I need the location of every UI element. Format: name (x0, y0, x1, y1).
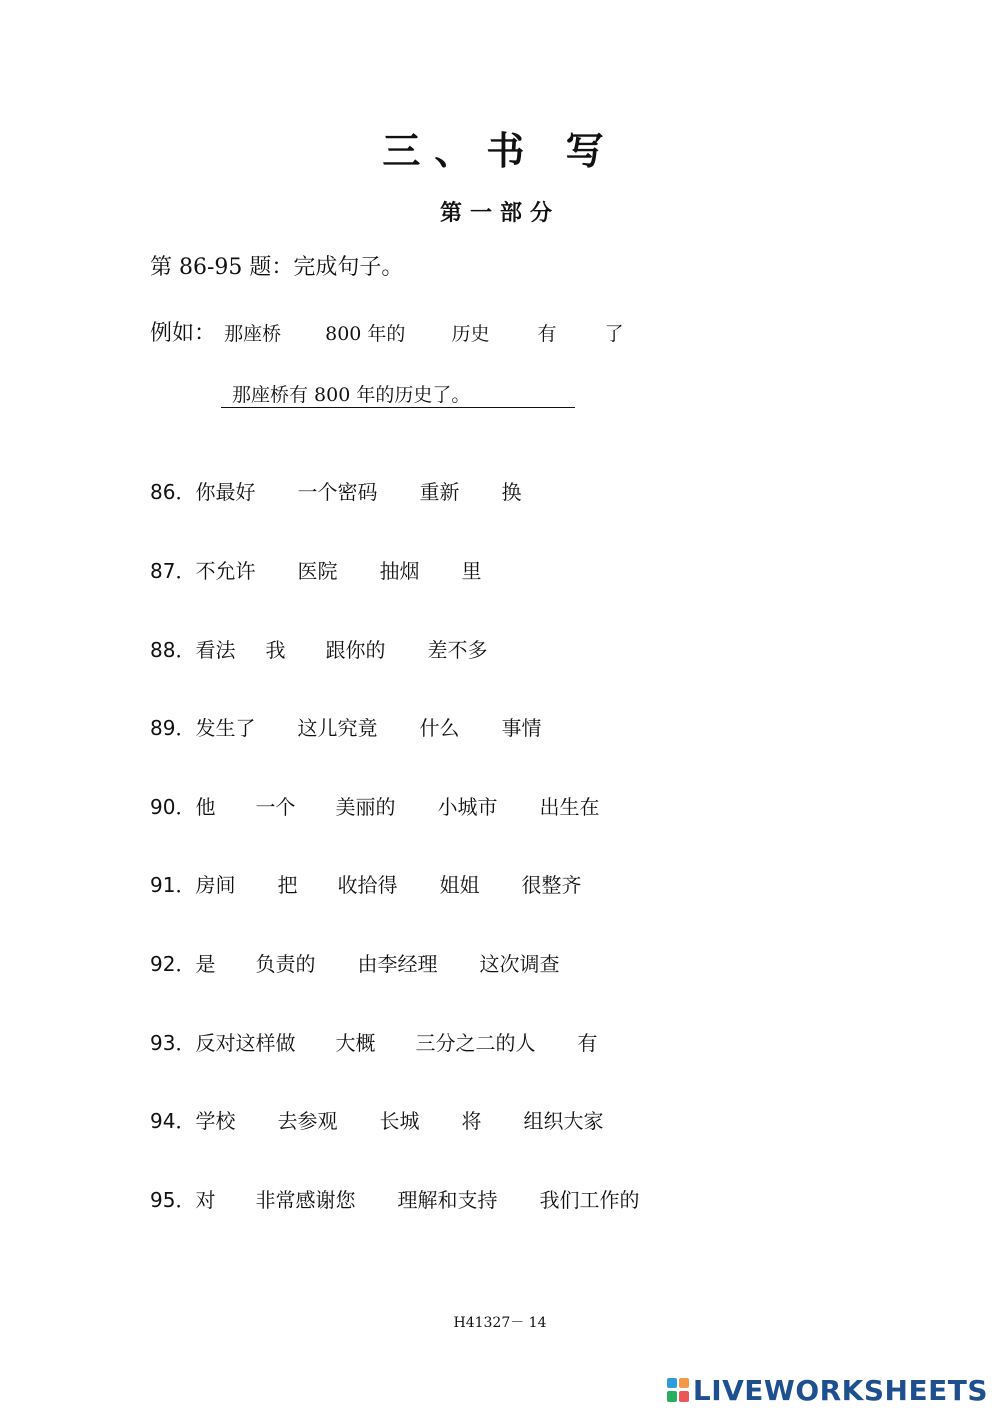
word-tile[interactable]: 出生在 (539, 795, 600, 819)
word-tile[interactable]: 理解和支持 (397, 1188, 498, 1212)
page-footer: H41327－ 14 (453, 1315, 547, 1331)
question-88 (150, 634, 487, 663)
brand-name: LIVEWORKSHEETS (692, 1373, 988, 1407)
word-tile[interactable]: 大概 (335, 1031, 376, 1055)
instruction: 第 86-95 题：完成句子。 (150, 255, 404, 280)
word-tile[interactable]: 学校 (195, 1109, 236, 1133)
word-tile[interactable]: 非常感谢您 (255, 1188, 356, 1212)
example-word: 那座桥 (224, 323, 282, 345)
word-tile[interactable]: 对 (195, 1188, 216, 1212)
word-tile[interactable]: 这次调查 (479, 952, 560, 976)
question-87 (150, 555, 481, 584)
word-tile[interactable]: 收拾得 (337, 873, 398, 897)
question-95 (150, 1184, 639, 1213)
question-90 (150, 791, 599, 820)
section-title: 三、书 写 (382, 128, 618, 173)
word-tile[interactable]: 跟你的 (325, 638, 386, 662)
word-tile[interactable]: 换 (501, 480, 522, 504)
word-tile[interactable]: 这儿究竟 (297, 716, 378, 740)
example-word: 800 年的 (325, 323, 406, 345)
word-tile[interactable]: 里 (461, 559, 482, 583)
question-number: 94． (150, 1109, 196, 1133)
word-tile[interactable]: 去参观 (277, 1109, 338, 1133)
question-94 (150, 1105, 603, 1134)
question-number: 89． (150, 716, 196, 740)
question-89 (150, 712, 541, 741)
question-93 (150, 1027, 597, 1056)
word-tile[interactable]: 我们工作的 (539, 1188, 640, 1212)
word-tile[interactable]: 差不多 (427, 638, 488, 662)
question-number: 87． (150, 559, 196, 583)
word-tile[interactable]: 将 (461, 1109, 482, 1133)
word-tile[interactable]: 是 (195, 952, 216, 976)
word-tile[interactable]: 一个密码 (297, 480, 378, 504)
word-tile[interactable]: 抽烟 (379, 559, 420, 583)
word-tile[interactable]: 很整齐 (521, 873, 582, 897)
question-86 (150, 476, 521, 505)
example-row (150, 316, 624, 347)
word-tile[interactable]: 医院 (297, 559, 338, 583)
part-title: 第一部分 (439, 200, 560, 226)
word-tile[interactable]: 房间 (195, 873, 236, 897)
question-91 (150, 869, 581, 898)
word-tile[interactable]: 长城 (379, 1109, 420, 1133)
example-word: 了 (604, 323, 624, 345)
word-tile[interactable]: 把 (277, 873, 298, 897)
word-tile[interactable]: 反对这样做 (195, 1031, 296, 1055)
word-tile[interactable]: 看法 (195, 638, 236, 662)
brand-watermark (667, 1372, 988, 1408)
example-label: 例如： (150, 321, 217, 346)
word-tile[interactable]: 一个 (255, 795, 296, 819)
question-number: 90． (150, 795, 196, 819)
example-answer: 那座桥有 800 年的历史了。 (221, 382, 575, 408)
word-tile[interactable]: 三分之二的人 (415, 1031, 536, 1055)
question-number: 93． (150, 1031, 196, 1055)
word-tile[interactable]: 不允许 (195, 559, 256, 583)
example-word: 历史 (451, 323, 490, 345)
word-tile[interactable]: 美丽的 (335, 795, 396, 819)
word-tile[interactable]: 发生了 (195, 716, 256, 740)
word-tile[interactable]: 什么 (419, 716, 460, 740)
word-tile[interactable]: 重新 (419, 480, 460, 504)
question-number: 86． (150, 480, 196, 504)
example-word: 有 (537, 323, 557, 345)
word-tile[interactable]: 他 (195, 795, 216, 819)
word-tile[interactable]: 我 (265, 638, 286, 662)
liveworksheets-logo-icon (667, 1378, 689, 1402)
word-tile[interactable]: 姐姐 (439, 873, 480, 897)
question-number: 88． (150, 638, 196, 662)
word-tile[interactable]: 小城市 (437, 795, 498, 819)
word-tile[interactable]: 组织大家 (523, 1109, 604, 1133)
word-tile[interactable]: 事情 (501, 716, 542, 740)
question-number: 95． (150, 1188, 196, 1212)
word-tile[interactable]: 你最好 (195, 480, 256, 504)
word-tile[interactable]: 负责的 (255, 952, 316, 976)
question-number: 92． (150, 952, 196, 976)
word-tile[interactable]: 由李经理 (357, 952, 438, 976)
word-tile[interactable]: 有 (577, 1031, 598, 1055)
question-92 (150, 948, 559, 977)
question-number: 91． (150, 873, 196, 897)
